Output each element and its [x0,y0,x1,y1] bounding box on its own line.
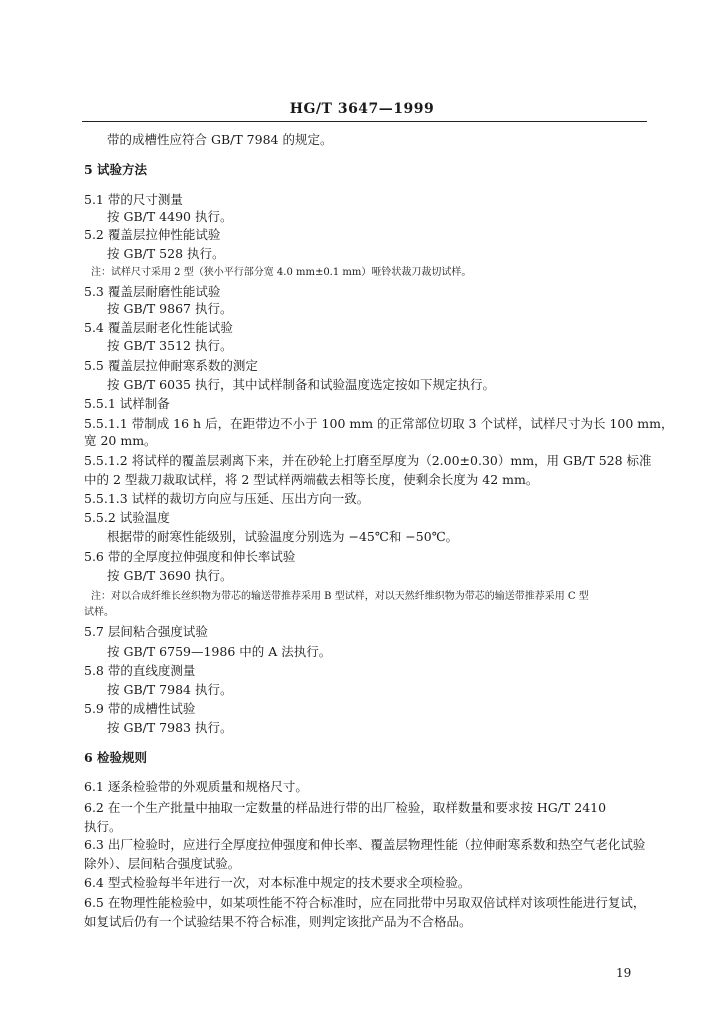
text-line: 5.5.1.3 试样的裁切方向应与压延、压出方向一致。 [84,491,370,506]
text-line: 6.5 在物理性能检验中，如某项性能不符合标准时，应在同批带中另取双倍试样对该项性能进行复试， [84,895,646,910]
subsection-heading: 5.4 覆盖层耐老化性能试验 [84,320,233,335]
text-line: 6.2 在一个生产批量中抽取一定数量的样品进行带的出厂检验，取样数量和要求按 HG/T 2410 [84,800,607,815]
text-line: 6.3 出厂检验时，应进行全厚度拉伸强度和伸长率、覆盖层物理性能（拉伸耐寒系数和热空气老化试验 [84,837,646,852]
text-line: 按 GB/T 6035 执行，其中试样制备和试验温度选定按如下规定执行。 [107,377,495,392]
subsection-heading: 5.5.2 试验温度 [84,510,170,525]
subsection-heading: 5.2 覆盖层拉伸性能试验 [84,227,221,242]
text-line: 按 GB/T 7983 执行。 [107,720,233,735]
text-line: 5.5.1.1 带制成 16 h 后，在距带边不小于 100 mm 的正常部位切取 3 个试样，试样尺寸为长 100 mm， [84,416,674,431]
text-line: 按 GB/T 4490 执行。 [107,209,233,224]
text-line: 按 GB/T 528 执行。 [107,246,225,261]
note-line: 试样。 [84,607,114,618]
text-line: 按 GB/T 9867 执行。 [107,301,233,316]
text-line: 按 GB/T 6759—1986 中的 A 法执行。 [107,644,332,659]
subsection-heading: 5.1 带的尺寸测量 [84,192,183,207]
subsection-heading: 5.9 带的成槽性试验 [84,701,196,716]
text-line: 中的 2 型裁刀裁取试样，将 2 型试样两端截去相等长度，使剩余长度为 42 mm。 [84,472,539,487]
section-heading: 6 检验规则 [84,750,148,765]
text-line: 根据带的耐寒性能级别，试验温度分别选为 −45℃和 −50℃。 [107,529,459,544]
text-line: 宽 20 mm。 [84,433,157,448]
text-line: 按 GB/T 3690 执行。 [107,568,233,583]
text-line: 执行。 [84,819,122,834]
text-line: 按 GB/T 7984 执行。 [107,682,233,697]
subsection-heading: 5.7 层间粘合强度试验 [84,624,208,639]
section-heading: 5 试验方法 [84,162,148,177]
subsection-heading: 5.5.1 试样制备 [84,396,170,411]
subsection-heading: 5.3 覆盖层耐磨性能试验 [84,284,221,299]
text-line: 6.1 逐条检验带的外观质量和规格尺寸。 [84,779,308,794]
subsection-heading: 5.6 带的全厚度拉伸强度和伸长率试验 [84,549,296,564]
text-line: 带的成槽性应符合 GB/T 7984 的规定。 [107,132,333,147]
subsection-heading: 5.5 覆盖层拉伸耐寒系数的测定 [84,358,258,373]
subsection-heading: 5.8 带的直线度测量 [84,663,196,678]
text-line: 6.4 型式检验每半年进行一次，对本标准中规定的技术要求全项检验。 [84,875,471,890]
note-line: 注：试样尺寸采用 2 型（狭小平行部分宽 4.0 mm±0.1 mm）哑铃状裁刀裁切试样。 [91,267,472,278]
text-line: 除外）、层间粘合强度试验。 [84,856,241,871]
header-rule [82,121,647,122]
text-line: 5.5.1.2 将试样的覆盖层剥离下来，并在砂轮上打磨至厚度为（2.00±0.30）mm，用 GB/T 528 标准 [84,453,652,468]
note-line: 注：对以合成纤维长丝织物为带芯的输送带推荐采用 B 型试样，对以天然纤维织物为带芯的输送带推荐采用 C 型 [91,591,589,602]
text-line: 如复试后仍有一个试验结果不符合标准，则判定该批产品为不合格品。 [84,914,472,929]
page-number: 19 [616,966,632,980]
text-line: 按 GB/T 3512 执行。 [107,338,233,353]
page-header: HG/T 3647—1999 [289,101,435,117]
